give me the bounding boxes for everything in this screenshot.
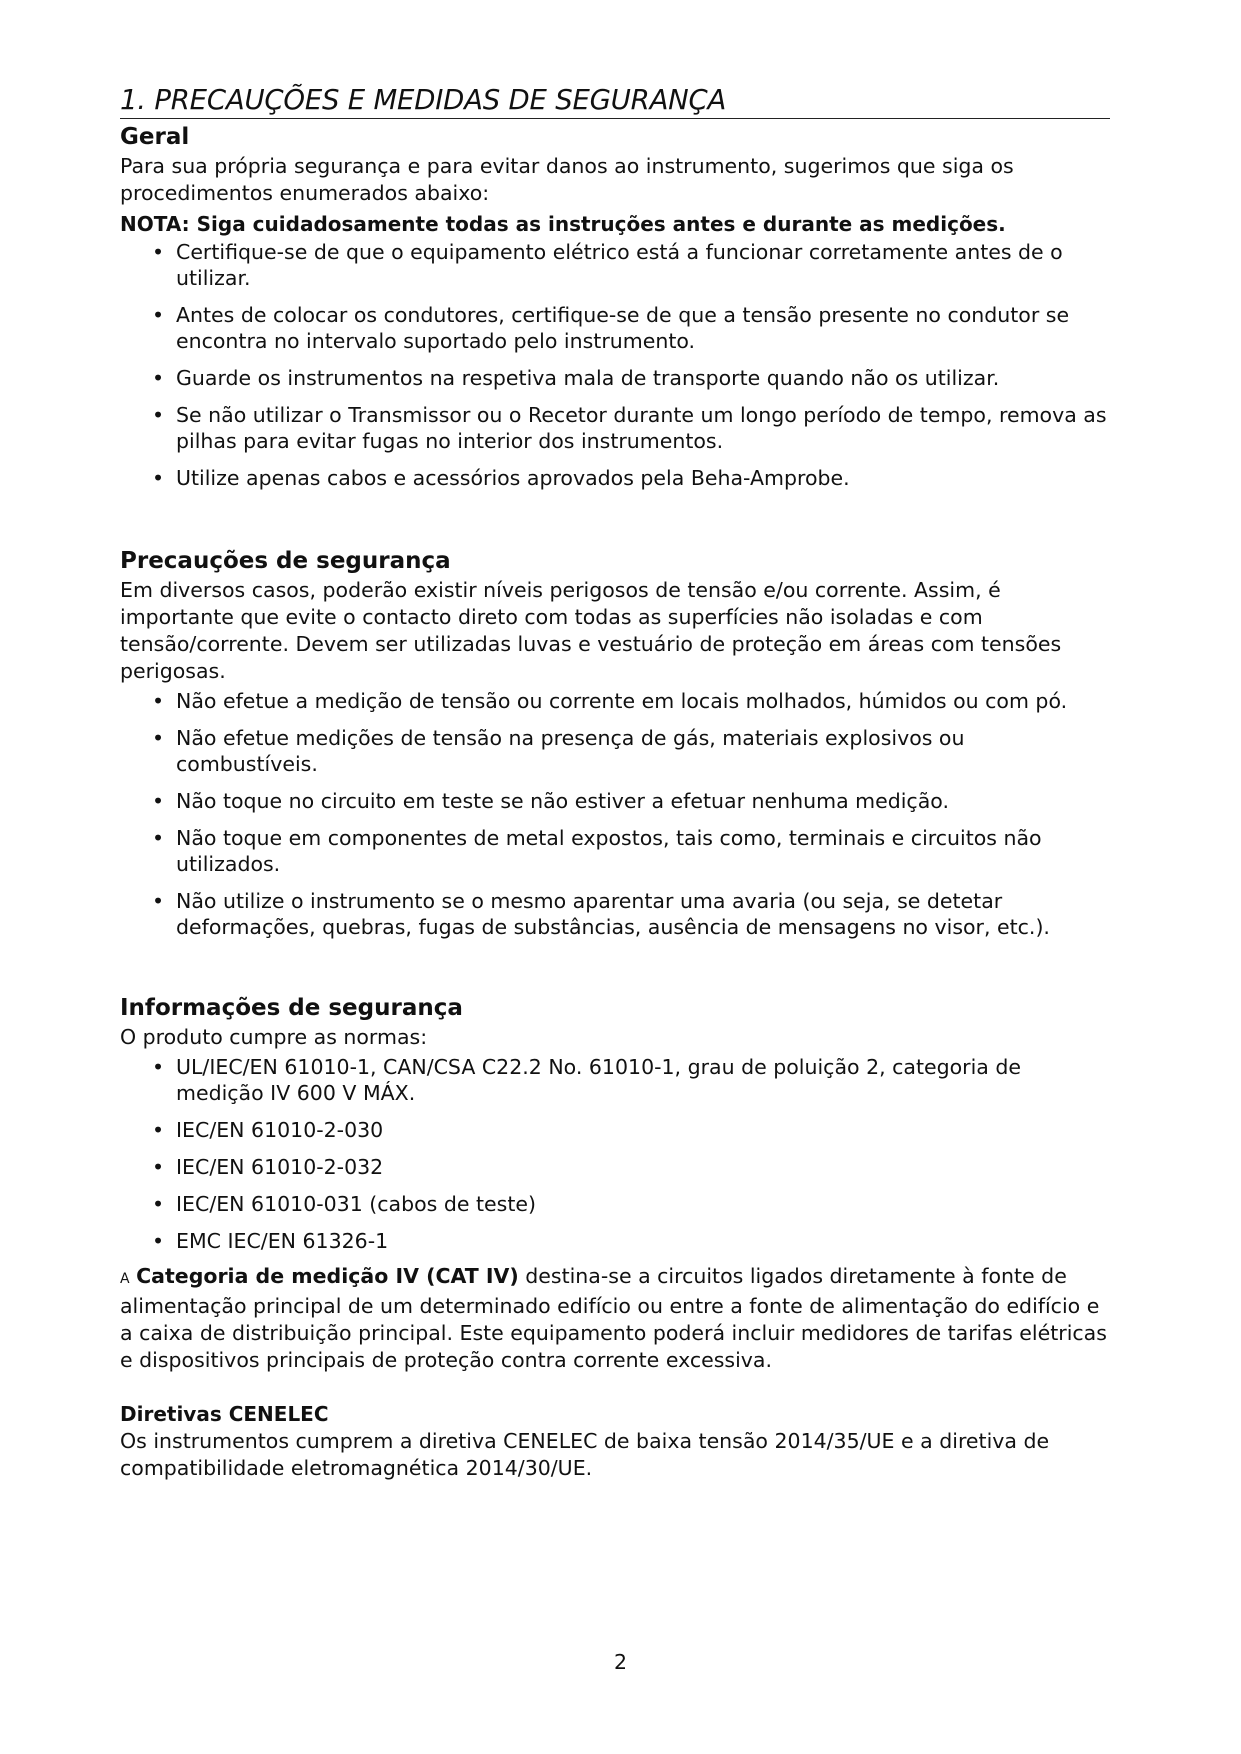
list-item bbox=[120, 725, 1110, 777]
list-item bbox=[120, 465, 1110, 491]
list-item bbox=[120, 788, 1110, 814]
list-item-text: EMC IEC/EN 61326-1 bbox=[176, 1229, 389, 1253]
list-item bbox=[120, 1154, 1110, 1180]
bullet-icon: • bbox=[152, 1055, 165, 1079]
bullet-icon: • bbox=[152, 1229, 165, 1253]
bullet-icon: • bbox=[152, 689, 165, 713]
precaucoes-intro: Em diversos casos, poderão existir níveis perigosos de tensão e/ou corrente. Assim, é importante que evite o contacto direto com todas as superfícies não isoladas e com tensão/corrente. Devem ser utilizadas luvas e vestuário de proteção em áreas com tensões perigosas. bbox=[120, 578, 1062, 683]
informacoes-heading: Informações de segurança bbox=[120, 995, 463, 1021]
cat-rest: destina-se a circuitos ligados diretamente à fonte de alimentação principal de um determinado edifício ou entre a fonte de alimentação do edifício e a caixa de distribuição principal. Este equipamento poderá incluir medidores de tarifas elétricas e dispositivos principais de proteção contra corrente excessiva. bbox=[120, 1264, 1107, 1372]
list-item-text: IEC/EN 61010-2-032 bbox=[176, 1155, 384, 1179]
cat-lead: A bbox=[120, 1271, 130, 1287]
list-item-text: Certifique-se de que o equipamento elétrico está a funcionar corretamente antes de o utilizar. bbox=[176, 240, 1063, 290]
bullet-icon: • bbox=[152, 466, 165, 490]
informacoes-intro: O produto cumpre as normas: bbox=[120, 1025, 428, 1049]
list-item bbox=[120, 365, 1110, 391]
list-item-text: UL/IEC/EN 61010-1, CAN/CSA C22.2 No. 61010-1, grau de poluição 2, categoria de medição IV 600 V MÁX. bbox=[176, 1055, 1022, 1105]
cat-iv-paragraph bbox=[120, 1263, 1110, 1374]
list-item-text: Não efetue a medição de tensão ou corrente em locais molhados, húmidos ou com pó. bbox=[176, 689, 1068, 713]
list-item-text: IEC/EN 61010-2-030 bbox=[176, 1118, 384, 1142]
page-number: 2 bbox=[613, 1650, 628, 1674]
bullet-icon: • bbox=[152, 303, 165, 327]
diretivas-heading: Diretivas CENELEC bbox=[120, 1402, 329, 1426]
list-item bbox=[120, 1054, 1110, 1106]
list-item bbox=[120, 402, 1110, 454]
bullet-icon: • bbox=[152, 240, 165, 264]
list-item bbox=[120, 1191, 1110, 1217]
section-title: 1. PRECAUÇÕES E MEDIDAS DE SEGURANÇA bbox=[120, 84, 1110, 119]
precaucoes-heading: Precauções de segurança bbox=[120, 548, 451, 574]
list-item-text: Utilize apenas cabos e acessórios aprovados pela Beha-Amprobe. bbox=[176, 466, 850, 490]
list-item bbox=[120, 239, 1110, 291]
document-page bbox=[120, 84, 1110, 1482]
precaucoes-list bbox=[120, 688, 1110, 940]
bullet-icon: • bbox=[152, 1192, 165, 1216]
list-item-text: IEC/EN 61010-031 (cabos de teste) bbox=[176, 1192, 536, 1216]
bullet-icon: • bbox=[152, 826, 165, 850]
list-item bbox=[120, 1228, 1110, 1254]
list-item bbox=[120, 302, 1110, 354]
list-item-text: Guarde os instrumentos na respetiva mala de transporte quando não os utilizar. bbox=[176, 366, 1000, 390]
bullet-icon: • bbox=[152, 1118, 165, 1142]
list-item bbox=[120, 888, 1110, 940]
cat-bold: Categoria de medição IV (CAT IV) bbox=[136, 1264, 519, 1288]
bullet-icon: • bbox=[152, 366, 165, 390]
bullet-icon: • bbox=[152, 403, 165, 427]
diretivas-text: Os instrumentos cumprem a diretiva CENELEC de baixa tensão 2014/35/UE e a diretiva de compatibilidade eletromagnética 2014/30/UE. bbox=[120, 1429, 1050, 1480]
bullet-icon: • bbox=[152, 726, 165, 750]
bullet-icon: • bbox=[152, 1155, 165, 1179]
list-item-text: Não toque em componentes de metal expostos, tais como, terminais e circuitos não utilizados. bbox=[176, 826, 1042, 876]
list-item-text: Não efetue medições de tensão na presença de gás, materiais explosivos ou combustíveis. bbox=[176, 726, 965, 776]
informacoes-list bbox=[120, 1054, 1110, 1254]
geral-intro: Para sua própria segurança e para evitar danos ao instrumento, sugerimos que siga os procedimentos enumerados abaixo: bbox=[120, 154, 1014, 205]
list-item bbox=[120, 825, 1110, 877]
list-item-text: Não utilize o instrumento se o mesmo aparentar uma avaria (ou seja, se detetar deformações, quebras, fugas de substâncias, ausência de mensagens no visor, etc.). bbox=[176, 889, 1050, 939]
list-item bbox=[120, 1117, 1110, 1143]
geral-note: NOTA: Siga cuidadosamente todas as instruções antes e durante as medições. bbox=[120, 212, 1006, 236]
geral-list bbox=[120, 239, 1110, 491]
geral-heading: Geral bbox=[120, 124, 190, 150]
list-item-text: Antes de colocar os condutores, certifique-se de que a tensão presente no condutor se encontra no intervalo suportado pelo instrumento. bbox=[176, 303, 1070, 353]
bullet-icon: • bbox=[152, 889, 165, 913]
list-item-text: Se não utilizar o Transmissor ou o Recetor durante um longo período de tempo, remova as pilhas para evitar fugas no interior dos instrumentos. bbox=[176, 403, 1107, 453]
list-item-text: Não toque no circuito em teste se não estiver a efetuar nenhuma medição. bbox=[176, 789, 949, 813]
bullet-icon: • bbox=[152, 789, 165, 813]
list-item bbox=[120, 688, 1110, 714]
